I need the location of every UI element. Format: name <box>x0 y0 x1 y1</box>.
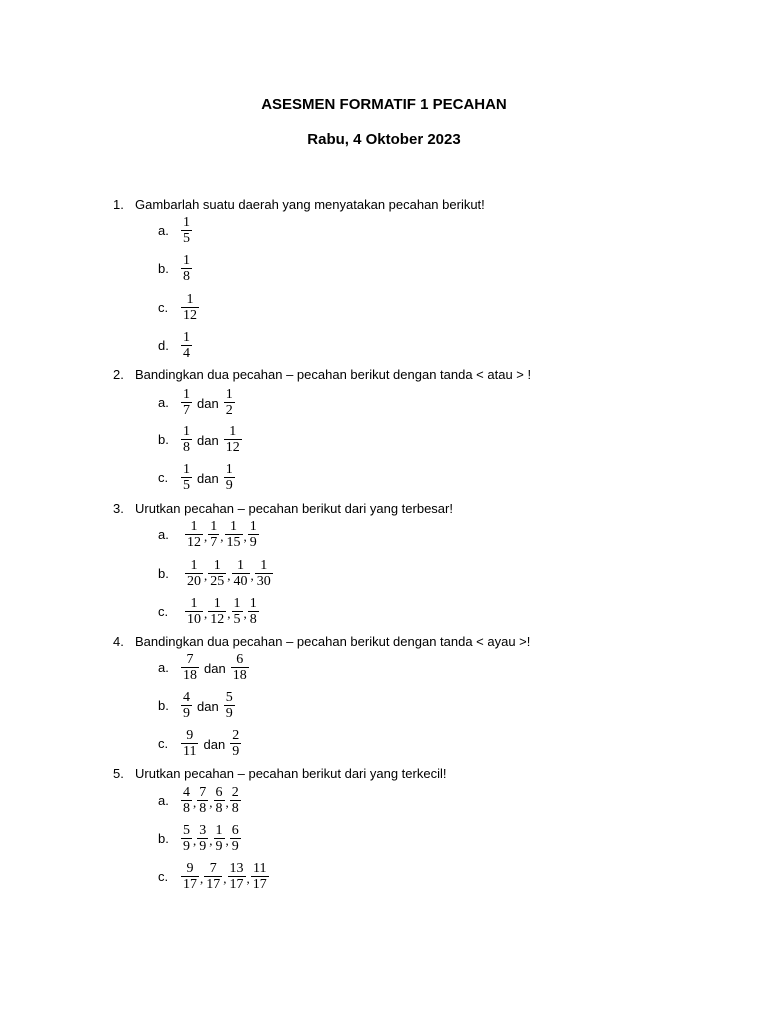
fraction: $\frac{6}{9}$ <box>231 823 239 854</box>
question-1 <box>113 197 485 212</box>
item-label: d. <box>158 338 169 353</box>
fraction: $\frac{7}{8}$ <box>199 785 207 816</box>
fraction: $\frac{1}{8}$ <box>183 253 190 284</box>
question-1-item-b <box>158 253 193 284</box>
question-3 <box>113 501 453 516</box>
joiner-word: dan <box>197 470 219 486</box>
fraction: $\frac{1}{9}$ <box>225 462 233 493</box>
separator: , <box>227 605 231 621</box>
fraction: $\frac{1}{12}$ <box>187 519 201 550</box>
question-text: Urutkan pecahan – pecahan berikut dari yang terkecil! <box>135 766 447 781</box>
fraction: $\frac{13}{17}$ <box>229 861 244 892</box>
joiner-word: dan <box>203 736 226 752</box>
question-number: 2. <box>113 367 124 382</box>
joiner-word: dan <box>197 395 219 411</box>
question-4-item-b <box>158 690 236 721</box>
fraction: $\frac{1}{9}$ <box>215 823 223 854</box>
fraction: $\frac{1}{4}$ <box>183 330 190 361</box>
fraction: $\frac{1}{9}$ <box>249 519 257 550</box>
question-5-item-a <box>158 785 242 816</box>
question-3-item-c <box>158 596 260 627</box>
fraction: $\frac{1}{7}$ <box>210 519 218 550</box>
separator: , <box>204 567 208 583</box>
separator: , <box>204 528 208 544</box>
item-label: b. <box>158 261 169 276</box>
question-2-item-a <box>158 387 236 418</box>
fraction: $\frac{1}{12}$ <box>183 292 197 323</box>
question-4 <box>113 634 530 649</box>
question-1-item-a <box>158 215 193 246</box>
question-5-item-b <box>158 823 242 854</box>
question-5 <box>113 766 446 781</box>
fraction: $\frac{1}{2}$ <box>225 387 233 418</box>
question-3-item-a <box>158 519 260 550</box>
joiner-word: dan <box>197 432 219 448</box>
question-text: Bandingkan dua pecahan – pecahan berikut dengan tanda < ayau >! <box>135 634 531 649</box>
question-number: 3. <box>113 501 124 516</box>
question-number: 1. <box>113 197 124 212</box>
document-title: ASESMEN FORMATIF 1 PECAHAN <box>261 96 507 113</box>
separator: , <box>225 832 229 848</box>
fraction: $\frac{1}{5}$ <box>183 215 190 246</box>
item-label: b. <box>158 432 169 447</box>
separator: , <box>250 567 254 583</box>
item-label: b. <box>158 831 169 846</box>
separator: , <box>209 794 213 810</box>
fraction: $\frac{6}{18}$ <box>232 652 247 683</box>
separator: , <box>243 528 247 544</box>
question-3-item-b <box>158 558 274 589</box>
item-label: c. <box>158 869 169 884</box>
separator: , <box>243 605 247 621</box>
fraction: $\frac{11}{17}$ <box>252 861 267 892</box>
fraction: $\frac{1}{5}$ <box>183 462 190 493</box>
fraction: $\frac{2}{9}$ <box>232 728 240 759</box>
question-2 <box>113 367 531 382</box>
question-2-item-c <box>158 462 236 493</box>
fraction: $\frac{6}{8}$ <box>215 785 223 816</box>
item-label: b. <box>158 566 169 581</box>
fraction: $\frac{1}{5}$ <box>233 596 241 627</box>
item-label: b. <box>158 698 169 713</box>
question-4-item-a <box>158 652 250 683</box>
item-label: c. <box>158 470 169 485</box>
fraction: $\frac{2}{8}$ <box>231 785 239 816</box>
fraction: $\frac{1}{7}$ <box>183 387 190 418</box>
fraction: $\frac{1}{25}$ <box>210 558 225 589</box>
fraction: $\frac{1}{12}$ <box>210 596 225 627</box>
separator: , <box>220 528 224 544</box>
item-label: a. <box>158 660 169 675</box>
fraction: $\frac{1}{8}$ <box>249 596 257 627</box>
fraction: $\frac{1}{30}$ <box>256 558 271 589</box>
separator: , <box>246 870 250 886</box>
fraction: $\frac{1}{15}$ <box>226 519 241 550</box>
item-label: a. <box>158 223 169 238</box>
question-text: Urutkan pecahan – pecahan berikut dari yang terbesar! <box>135 501 453 516</box>
item-label: c. <box>158 736 169 751</box>
fraction: $\frac{1}{12}$ <box>225 424 240 455</box>
fraction: $\frac{1}{40}$ <box>233 558 248 589</box>
question-1-item-d <box>158 330 193 361</box>
question-text: Gambarlah suatu daerah yang menyatakan pecahan berikut! <box>135 197 485 212</box>
separator: , <box>209 832 213 848</box>
fraction: $\frac{1}{8}$ <box>183 424 190 455</box>
fraction: $\frac{3}{9}$ <box>199 823 207 854</box>
fraction: $\frac{4}{9}$ <box>183 690 190 721</box>
question-number: 4. <box>113 634 124 649</box>
fraction: $\frac{5}{9}$ <box>225 690 233 721</box>
document-date: Rabu, 4 Oktober 2023 <box>307 131 461 148</box>
item-label: a. <box>158 793 169 808</box>
question-2-item-b <box>158 424 243 455</box>
separator: , <box>223 870 227 886</box>
separator: , <box>200 870 204 886</box>
fraction: $\frac{9}{11}$ <box>183 728 197 759</box>
separator: , <box>227 567 231 583</box>
question-1-item-c <box>158 292 200 323</box>
fraction: $\frac{5}{9}$ <box>183 823 190 854</box>
question-number: 5. <box>113 766 124 781</box>
fraction: $\frac{7}{18}$ <box>183 652 197 683</box>
separator: , <box>193 794 197 810</box>
separator: , <box>225 794 229 810</box>
fraction: $\frac{4}{8}$ <box>183 785 190 816</box>
fraction: $\frac{1}{20}$ <box>187 558 201 589</box>
fraction: $\frac{1}{10}$ <box>187 596 201 627</box>
question-text: Bandingkan dua pecahan – pecahan berikut dengan tanda < atau > ! <box>135 367 532 382</box>
question-4-item-c <box>158 728 242 759</box>
item-label: a. <box>158 395 169 410</box>
fraction: $\frac{7}{17}$ <box>206 861 221 892</box>
item-label: c. <box>158 604 169 619</box>
joiner-word: dan <box>204 660 226 676</box>
item-label: a. <box>158 527 169 542</box>
fraction: $\frac{9}{17}$ <box>183 861 197 892</box>
question-5-item-c <box>158 861 270 892</box>
item-label: c. <box>158 300 169 315</box>
joiner-word: dan <box>197 698 219 714</box>
separator: , <box>204 605 208 621</box>
separator: , <box>193 832 197 848</box>
